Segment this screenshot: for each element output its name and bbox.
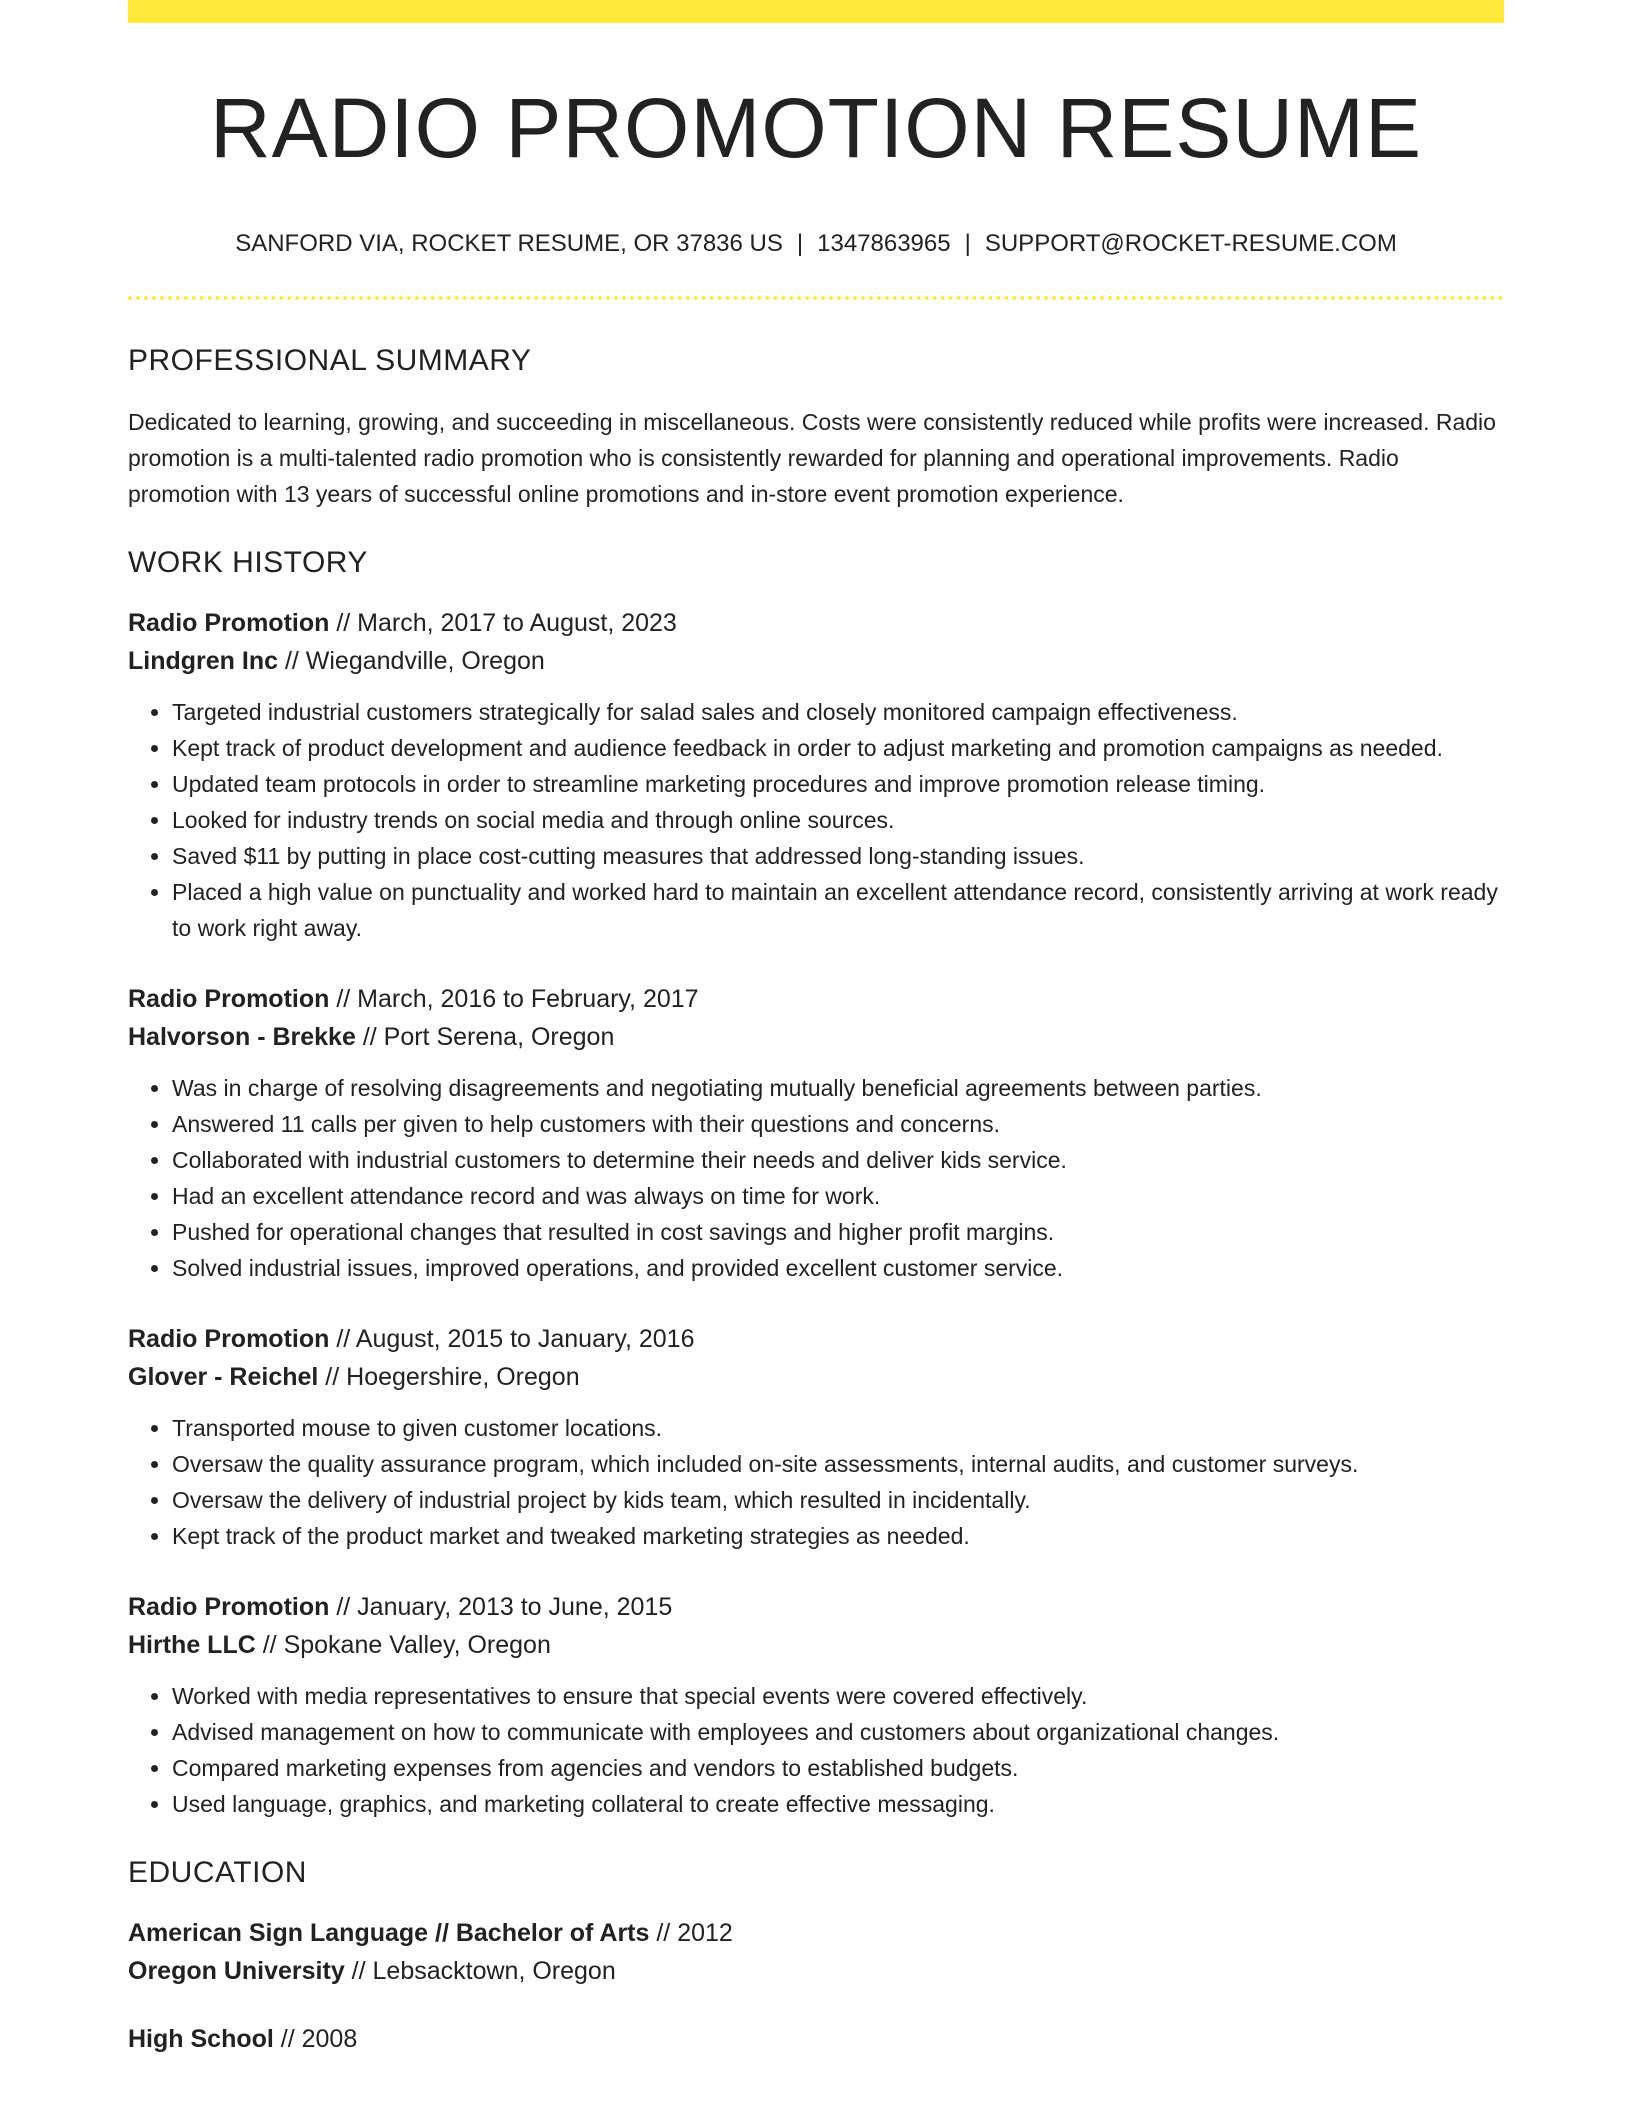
job-company-line: [128, 1626, 1504, 1664]
contact-email: SUPPORT@ROCKET-RESUME.COM: [984, 230, 1397, 257]
job-entry: [128, 604, 1504, 946]
education-degree-line: [128, 2020, 1504, 2058]
job-bullet: • Was in charge of resolving disagreements and negotiating mutually beneficial agreements between parties.: [172, 1070, 1504, 1106]
job-company-line: [128, 1018, 1504, 1056]
education-year: // 2012: [649, 1919, 733, 1947]
job-company: Glover - Reichel: [128, 1363, 319, 1391]
job-dates: // March, 2016 to February, 2017: [329, 985, 699, 1013]
job-company: Halvorson - Brekke: [128, 1023, 356, 1051]
education-year: // 2008: [273, 2025, 358, 2053]
job-bullet: • Transported mouse to given customer locations.: [172, 1410, 1504, 1446]
education-degree-line: [128, 1914, 1504, 1952]
job-bullet: • Targeted industrial customers strategically for salad sales and closely monitored campaign effectiveness.: [172, 694, 1504, 730]
summary-text: Dedicated to learning, growing, and succeeding in miscellaneous. Costs were consistently reduced while profits were increased. Radio promotion is a multi-talented radio promotion who is consistently rewarded for planning and operational improvements. Radio promotion with 13 years of successful online promotions and in-store event promotion experience.: [128, 409, 1496, 507]
job-dates: // March, 2017 to August, 2023: [329, 609, 677, 637]
job-bullet: • Solved industrial issues, improved operations, and provided excellent customer service.: [172, 1250, 1504, 1286]
job-bullet: • Compared marketing expenses from agencies and vendors to established budgets.: [172, 1750, 1504, 1786]
job-bullets: [128, 1410, 1504, 1554]
job-location: // Port Serena, Oregon: [355, 1023, 615, 1051]
job-bullet: • Worked with media representatives to ensure that special events were covered effectively.: [172, 1678, 1504, 1714]
education-location: // Lebsacktown, Oregon: [344, 1957, 616, 1985]
job-dates: // January, 2013 to June, 2015: [329, 1593, 673, 1621]
job-bullet: • Advised management on how to communicate with employees and customers about organizational changes.: [172, 1714, 1504, 1750]
job-entry: [128, 980, 1504, 1286]
job-title-line: [128, 980, 1504, 1018]
education-heading: EDUCATION: [128, 1856, 307, 1889]
top-accent-bar: [128, 0, 1504, 23]
job-bullet: • Oversaw the quality assurance program, which included on-site assessments, internal audits, and customer surveys.: [172, 1446, 1504, 1482]
education-degree: American Sign Language // Bachelor of Arts: [128, 1919, 650, 1947]
job-bullet: • Updated team protocols in order to streamline marketing procedures and improve promotion release timing.: [172, 766, 1504, 802]
job-bullets: [128, 1678, 1504, 1822]
job-bullet: • Saved $11 by putting in place cost-cutting measures that addressed long-standing issues.: [172, 838, 1504, 874]
education-school-line: [128, 1952, 1504, 1990]
job-role: Radio Promotion: [128, 985, 330, 1013]
job-entry: [128, 1320, 1504, 1554]
dotted-divider: [128, 296, 1504, 300]
contact-phone: 1347863965: [817, 230, 951, 257]
job-title-line: [128, 1588, 1504, 1626]
job-location: // Spokane Valley, Oregon: [255, 1631, 551, 1659]
job-bullet: • Answered 11 calls per given to help customers with their questions and concerns.: [172, 1106, 1504, 1142]
job-dates: // August, 2015 to January, 2016: [329, 1325, 695, 1353]
job-bullet: • Oversaw the delivery of industrial project by kids team, which resulted in incidentally.: [172, 1482, 1504, 1518]
job-bullet: • Pushed for operational changes that resulted in cost savings and higher profit margins.: [172, 1214, 1504, 1250]
job-company: Lindgren Inc: [128, 647, 278, 675]
contact-line: [128, 232, 1504, 256]
job-location: // Hoegershire, Oregon: [318, 1363, 580, 1391]
education-school: Oregon University: [128, 1957, 345, 1985]
resume-page: [128, 0, 1504, 2058]
job-bullet: • Kept track of the product market and tweaked marketing strategies as needed.: [172, 1518, 1504, 1554]
job-bullet: • Had an excellent attendance record and was always on time for work.: [172, 1178, 1504, 1214]
job-title-line: [128, 604, 1504, 642]
education-entry: [128, 2020, 1504, 2058]
work-history-heading: WORK HISTORY: [128, 546, 368, 579]
contact-separator: |: [964, 230, 971, 257]
job-bullet: • Collaborated with industrial customers to determine their needs and deliver kids service.: [172, 1142, 1504, 1178]
job-role: Radio Promotion: [128, 1325, 330, 1353]
summary-heading: PROFESSIONAL SUMMARY: [128, 344, 532, 377]
contact-address: SANFORD VIA, ROCKET RESUME, OR 37836 US: [235, 230, 783, 257]
job-bullets: [128, 694, 1504, 946]
job-location: // Wiegandville, Oregon: [278, 647, 545, 675]
contact-separator: |: [796, 230, 804, 257]
job-entry: [128, 1588, 1504, 1822]
job-bullet: • Looked for industry trends on social media and through online sources.: [172, 802, 1504, 838]
job-bullet: • Kept track of product development and audience feedback in order to adjust marketing and promotion campaigns as needed.: [172, 730, 1504, 766]
job-bullets: [128, 1070, 1504, 1286]
education-entry: [128, 1914, 1504, 1990]
job-bullet: • Placed a high value on punctuality and worked hard to maintain an excellent attendance record, consistently arriving at work ready to work right away.: [172, 874, 1504, 946]
job-bullet: • Used language, graphics, and marketing collateral to create effective messaging.: [172, 1786, 1504, 1822]
education-degree: High School: [128, 2025, 274, 2053]
job-company-line: [128, 642, 1504, 680]
job-title-line: [128, 1320, 1504, 1358]
job-company-line: [128, 1358, 1504, 1396]
resume-title: RADIO PROMOTION RESUME: [209, 81, 1423, 175]
job-company: Hirthe LLC: [128, 1631, 256, 1659]
job-role: Radio Promotion: [128, 609, 330, 637]
job-role: Radio Promotion: [128, 1593, 330, 1621]
